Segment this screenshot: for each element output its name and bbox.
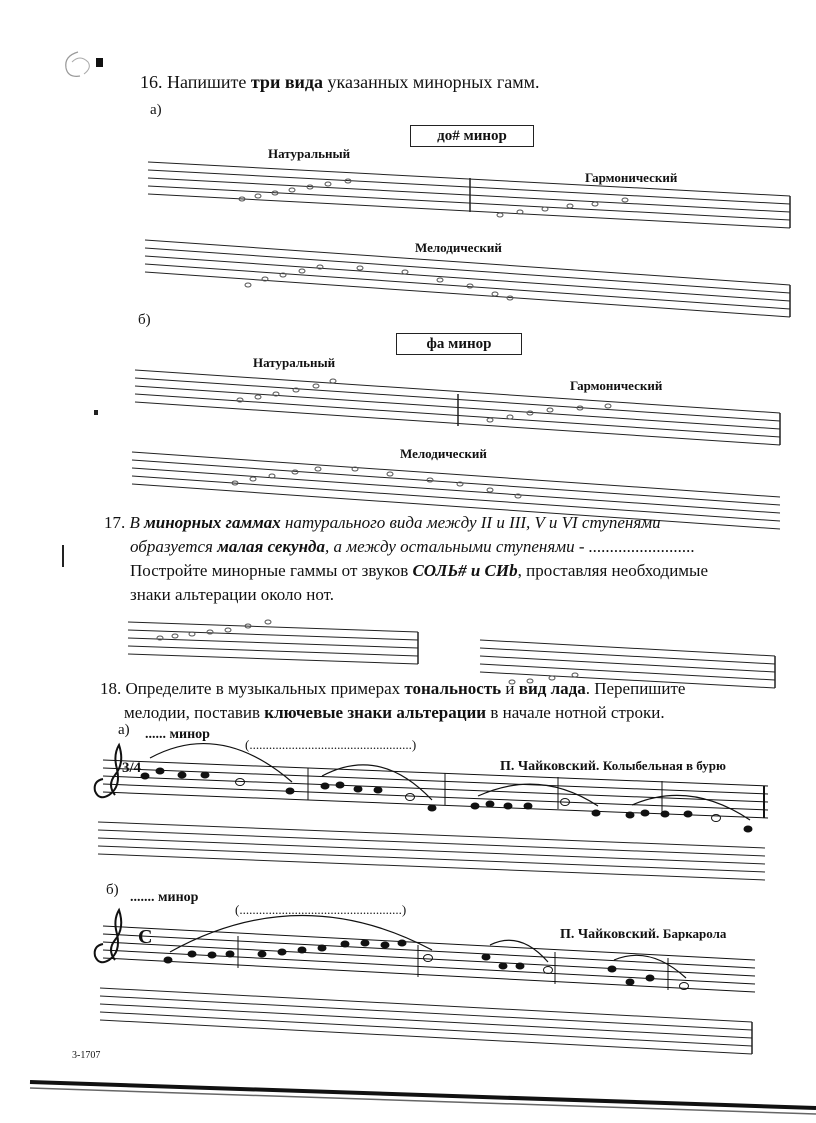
task17-line4: знаки альтерации около нот.: [130, 585, 334, 604]
task18b-composer: П. Чайковский. Баркарола: [560, 926, 727, 942]
staff-18a-rewrite[interactable]: [98, 822, 765, 880]
task18a-composer: П. Чайковский. Колыбельная в бурю: [500, 758, 726, 774]
task16b-marker: б): [138, 312, 151, 328]
scan-edge: [30, 1082, 816, 1114]
task18b-marker: б): [106, 882, 119, 898]
task18b-mode-blank[interactable]: (..................................................): [235, 902, 407, 917]
task16b-key-box: фа минор: [396, 333, 522, 355]
staff-18b-rewrite[interactable]: [100, 988, 752, 1054]
label-16a-natural: Натуральный: [268, 146, 351, 161]
label-16b-natural: Натуральный: [253, 355, 336, 370]
task18a-mode-blank[interactable]: (..................................................): [245, 737, 417, 752]
margin-dot: [94, 410, 98, 415]
label-16b-harmonic: Гармонический: [570, 378, 663, 393]
task17-line3: Постройте минорные гаммы от звуков СОЛЬ# и СИb, проставляя необходимые: [130, 561, 709, 580]
task16a-key-box: до# минор: [410, 125, 534, 147]
task18a-key-blank[interactable]: ...... минор: [145, 727, 210, 742]
staff-17-sol-sharp[interactable]: [128, 622, 418, 664]
time-signature-18a: 3/4: [122, 760, 142, 776]
time-signature-18b: C: [138, 926, 153, 948]
label-16a-harmonic: Гармонический: [585, 170, 678, 185]
printed-notes-18a: [141, 768, 753, 833]
handwritten-notes-17: [157, 620, 578, 684]
task17-line1: 17. В минорных гаммах натурального вида между II и III, V и VI ступенями: [104, 513, 661, 532]
task18a-marker: а): [118, 722, 130, 738]
task18-line2: мелодии, поставив ключевые знаки альтерации в начале нотной строки.: [124, 703, 665, 722]
task17-line2: образуется малая секунда, а между остальными ступенями - .........................: [130, 537, 695, 556]
label-16b-melodic: Мелодический: [400, 446, 487, 461]
margin-tick: [62, 545, 64, 567]
staff-16a-natural-harmonic[interactable]: [148, 162, 790, 228]
corner-logo-icon: [66, 52, 103, 76]
task16-title: 16. Напишите три вида указанных минорных гамм.: [140, 72, 540, 92]
footer-code: 3-1707: [72, 1050, 101, 1061]
task16a-marker: а): [150, 102, 162, 118]
staff-16b-natural-harmonic[interactable]: [135, 370, 780, 445]
task18-line1: 18. Определите в музыкальных примерах тональность и вид лада. Перепишите: [100, 679, 686, 698]
label-16a-melodic: Мелодический: [415, 240, 502, 255]
task18b-key-blank[interactable]: ....... минор: [130, 890, 199, 905]
